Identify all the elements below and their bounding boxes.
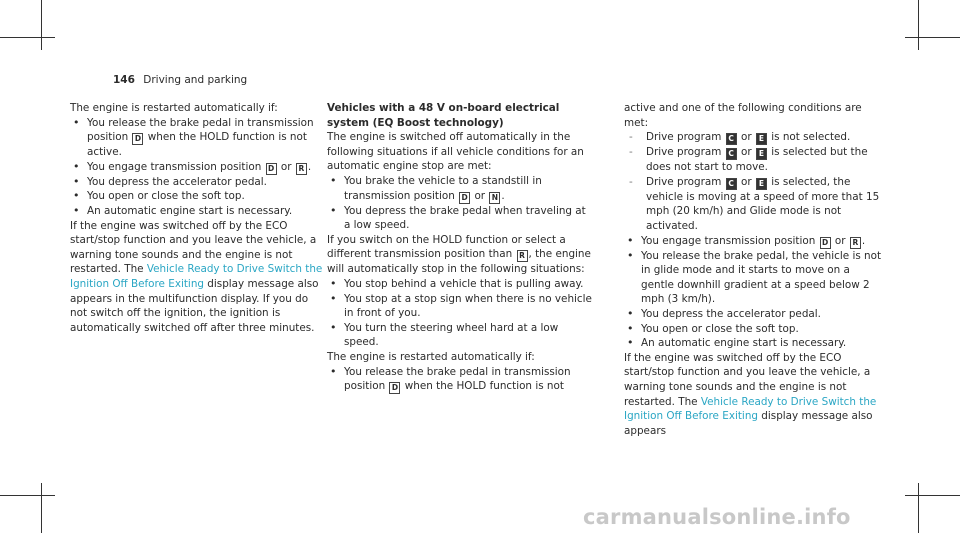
continuation-text: active and one of the following conditions are met: <box>624 102 862 129</box>
list-item: • You turn the steering wheel hard at a low speed. <box>327 321 592 350</box>
hold-paragraph: If you switch on the HOLD function or select a different transmission position than R , the engine will automatically stop in the following situations: <box>327 233 591 276</box>
crop-mark <box>918 0 919 50</box>
drive-program-e-symbol: E <box>756 148 767 160</box>
warning-paragraph: If the engine was switched off by the ECO start/stop function and you leave the vehicle, a warning tone sounds and the engine is not restarted. The Vehicle Ready to Drive Switch the Ignition Off Before Exiting display message also appears in the multifunction display. If you do not switch off the ignition, the ignition is automatically switched off after three minutes. <box>70 219 323 334</box>
list-item: • An automatic engine start is necessary. <box>624 336 886 351</box>
list-item: • You depress the brake pedal when traveling at a low speed. <box>327 204 592 233</box>
watermark: carmanualsonline.info <box>583 505 851 529</box>
display-message-link[interactable]: Vehicle Ready to Drive Switch the Ignition Off Before Exiting <box>70 263 323 290</box>
dash-item: - Drive program C or E is selected but the does not start to move. <box>624 145 886 175</box>
list-item: • You engage transmission position D or R . <box>624 234 886 249</box>
drive-program-c-symbol: C <box>726 148 737 160</box>
transmission-d-symbol: D <box>389 382 400 394</box>
drive-program-e-symbol: E <box>756 178 767 190</box>
list-item: • You brake the vehicle to a standstill in transmission position D or N . <box>327 174 592 204</box>
section-title: Driving and parking <box>143 74 248 86</box>
drive-program-c-symbol: C <box>726 178 737 190</box>
crop-mark <box>905 37 960 38</box>
crop-mark <box>41 483 42 533</box>
restart-intro: The engine is restarted automatically if: <box>70 102 278 114</box>
warning-paragraph: If the engine was switched off by the ECO start/stop function and you leave the vehicle, a warning tone sounds and the engine is not restarted. The Vehicle Ready to Drive Switch the Ignition Off Before Exiting display message also appears <box>624 351 877 437</box>
display-message-link[interactable]: Vehicle Ready to Drive Switch the Ignition Off Before Exiting <box>624 395 877 423</box>
crop-mark <box>0 495 55 496</box>
transmission-d-symbol: D <box>266 163 277 175</box>
list-item: • You open or close the soft top. <box>624 322 886 337</box>
page-number: 146 <box>113 74 135 86</box>
dash-item: - Drive program C or E is not selected. <box>624 130 886 145</box>
crop-mark <box>905 495 960 496</box>
restart-intro: The engine is restarted automatically if: <box>327 350 535 363</box>
list-item: • You stop at a stop sign when there is no vehicle in front of you. <box>327 292 592 321</box>
list-item: • You release the brake pedal in transmission position D when the HOLD function is not <box>327 365 592 395</box>
drive-program-e-symbol: E <box>756 133 767 145</box>
list-item: • An automatic engine start is necessary. <box>70 204 325 219</box>
list-item: • You stop behind a vehicle that is pulling away. <box>327 277 592 292</box>
list-item: • You depress the accelerator pedal. <box>70 175 325 190</box>
transmission-r-symbol: R <box>850 237 861 249</box>
column-2 <box>327 101 592 394</box>
column-3 <box>624 101 886 438</box>
transmission-d-symbol: D <box>820 237 831 249</box>
section-heading: Vehicles with a 48 V on-board electrical system (EQ Boost technology) <box>327 102 560 129</box>
list-item: • You depress the accelerator pedal. <box>624 307 886 322</box>
column-1 <box>70 101 325 335</box>
dash-item: - Drive program C or E is selected, the vehicle is moving at a speed of more that 15 mph (20 km/h) and Glide mode is not activated. <box>624 175 886 234</box>
crop-mark <box>918 483 919 533</box>
crop-mark <box>0 37 55 38</box>
drive-program-c-symbol: C <box>726 133 737 145</box>
transmission-r-symbol: R <box>296 163 307 175</box>
list-item: • You release the brake pedal in transmission position D when the HOLD function is not active. <box>70 116 325 160</box>
transmission-r-symbol: R <box>517 250 528 262</box>
transmission-n-symbol: N <box>489 192 500 204</box>
switch-off-intro: The engine is switched off automatically in the following situations if all vehicle conditions for an automatic engine stop are met: <box>327 131 584 173</box>
list-item: • You engage transmission position D or R . <box>70 160 325 175</box>
transmission-d-symbol: D <box>459 192 470 204</box>
page-header <box>113 74 247 86</box>
list-item: • You release the brake pedal, the vehicle is not in glide mode and it starts to move on a gentle downhill gradient at a speed below 2 mph (3 km/h). <box>624 249 886 307</box>
transmission-d-symbol: D <box>132 133 143 145</box>
crop-mark <box>41 0 42 50</box>
list-item: • You open or close the soft top. <box>70 189 325 204</box>
